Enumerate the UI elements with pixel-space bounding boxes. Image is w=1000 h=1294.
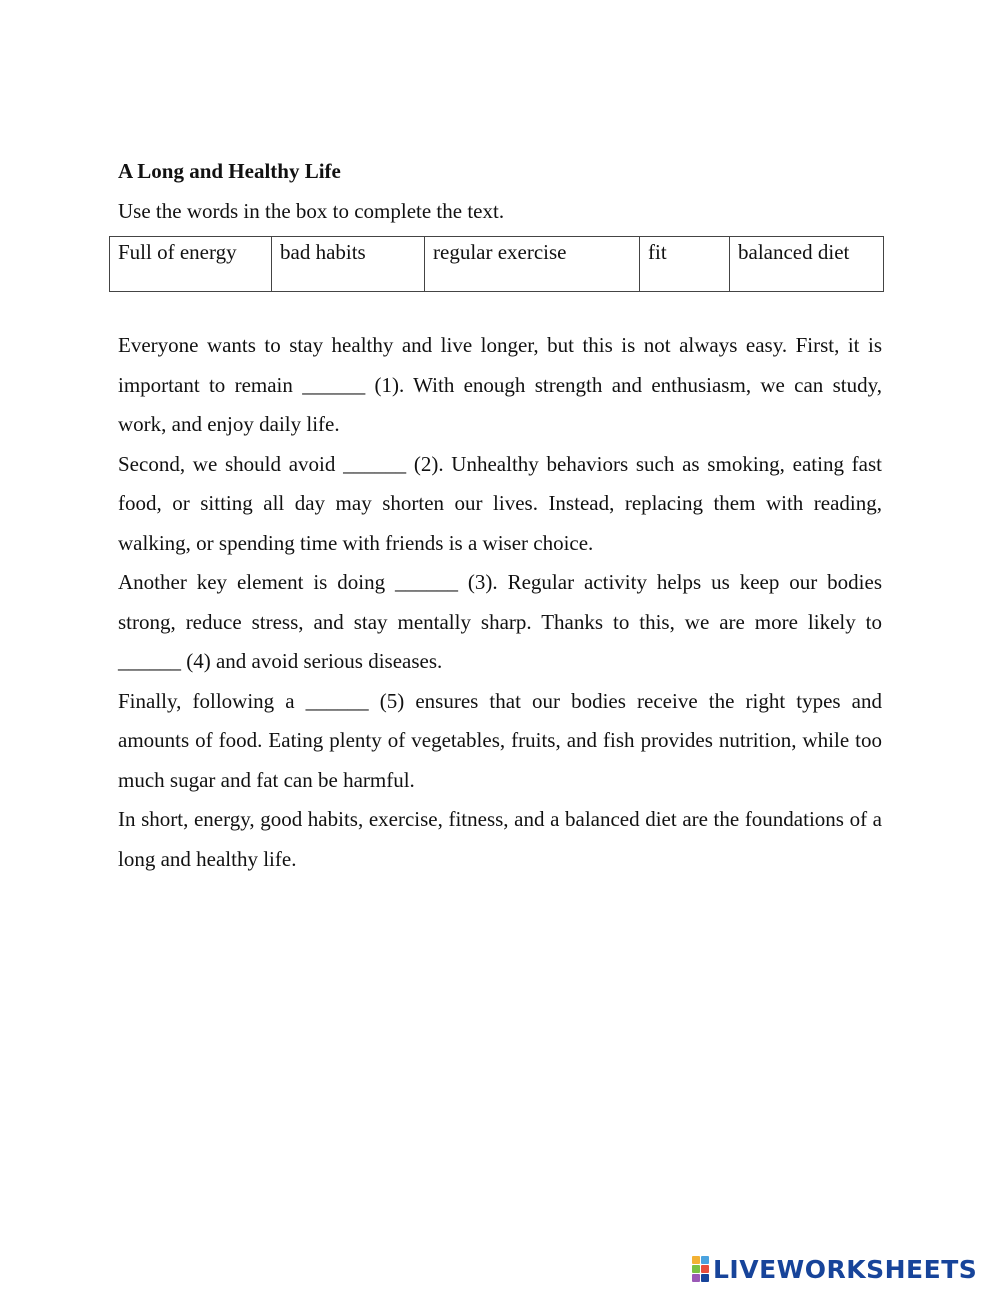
paragraph: Another key element is doing ______ (3). Regular activity helps us keep our bodies strong, reduce stress, and stay mentally sharp. Thanks to this, we are more likely to ______ (4) and avoid serious diseases. [118, 570, 882, 673]
logo-square [692, 1256, 700, 1264]
logo-square [692, 1265, 700, 1273]
word-option: Full of energy [110, 237, 272, 292]
word-option: bad habits [272, 237, 425, 292]
word-option: regular exercise [425, 237, 640, 292]
word-option: balanced diet [730, 237, 884, 292]
logo-text: LIVEWORKSHEETS [713, 1254, 978, 1284]
paragraph: Finally, following a ______ (5) ensures that our bodies receive the right types and amounts of food. Eating plenty of vegetables, fruits, and fish provides nutrition, while too much sugar and fat can be harmful. [118, 688, 882, 792]
word-option: fit [640, 237, 730, 292]
worksheet-title: A Long and Healthy Life [118, 159, 341, 183]
logo-square [701, 1256, 709, 1264]
passage [118, 326, 882, 879]
instruction-text: Use the words in the box to complete the text. [118, 199, 505, 223]
paragraph: Second, we should avoid ______ (2). Unhealthy behaviors such as smoking, eating fast food, or sitting all day may shorten our lives. Instead, replacing them with reading, walking, or spending time with friends is a wiser choice. [118, 451, 882, 555]
logo-square [701, 1265, 709, 1273]
word-box-row [110, 237, 884, 292]
logo-square [692, 1274, 700, 1282]
liveworksheets-logo [692, 1254, 977, 1284]
paragraph: In short, energy, good habits, exercise, fitness, and a balanced diet are the foundations of a long and healthy life. [118, 807, 882, 871]
liveworksheets-grid-icon [692, 1256, 709, 1282]
word-box [109, 236, 884, 292]
logo-square [701, 1274, 709, 1282]
paragraph: Everyone wants to stay healthy and live longer, but this is not always easy. First, it is important to remain ______ (1). With enough strength and enthusiasm, we can study, work, and enjoy daily life. [118, 333, 882, 436]
